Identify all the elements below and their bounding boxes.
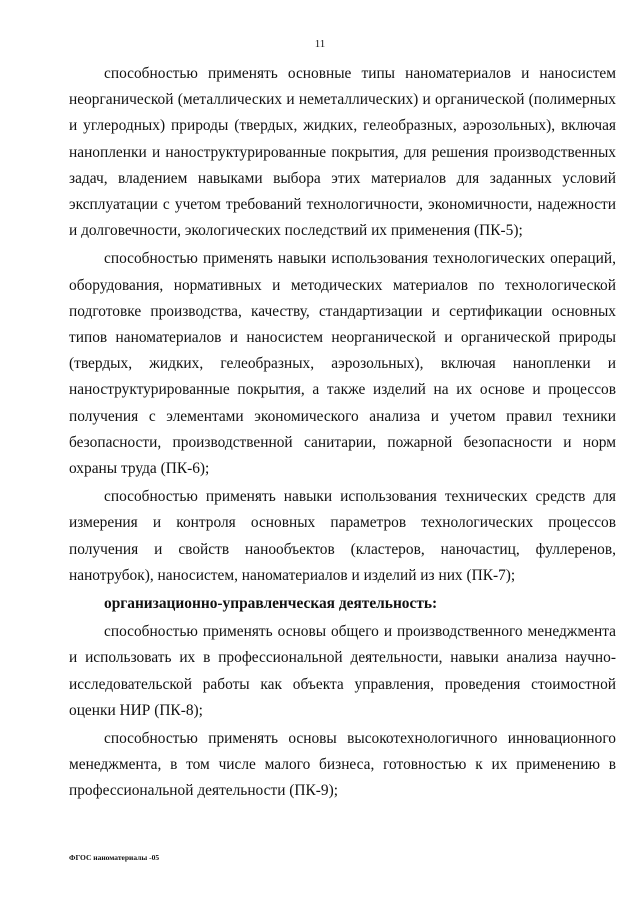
paragraph-pk7: способностью применять навыки использования технических средств для измерения и контроля основных параметров технологических процессов получения и свойств нанообъектов (кластеров, наночастиц, фуллеренов, нанотрубок), наносистем, наноматериалов и изделий из них (ПК-7);	[69, 488, 616, 584]
paragraph-pk9: способностью применять основы высокотехнологичного инновационного менеджмента, в том числе малого бизнеса, готовностью к их применению в профессиональной деятельности (ПК-9);	[69, 730, 616, 800]
document-body	[69, 61, 616, 805]
paragraph-pk8: способностью применять основы общего и производственного менеджмента и использовать их в профессиональной деятельности, навыки анализа научно-исследовательской работы как объекта управления, проведения стоимостной оценки НИР (ПК-8);	[69, 623, 616, 719]
paragraph-pk5: способностью применять основные типы наноматериалов и наносистем неорганической (металлических и неметаллических) и органической (полимерных и углеродных) природы (твердых, жидких, гелеобразных, аэрозольных), включая нанопленки и наноструктурированные покрытия, для решения производственных задач, владением навыками выбора этих материалов для заданных условий эксплуатации с учетом требований технологичности, экономичности, надежности и долговечности, экологических последствий их применения (ПК-5);	[69, 65, 616, 240]
section-heading: организационно-управленческая деятельность:	[104, 595, 438, 613]
page-footer: ФГОС наноматериалы -05	[69, 853, 160, 862]
paragraph-pk6: способностью применять навыки использования технологических операций, оборудования, нормативных и методических материалов по технологической подготовке производства, качеству, стандартизации и сертификации основных типов наноматериалов и наносистем неорганической и органической природы (твердых, жидких, гелеобразных, аэрозольных), включая нанопленки и наноструктурированные покрытия, а также изделий на их основе и процессов получения с элементами экономического анализа и учетом правил техники безопасности, производственной санитарии, пожарной безопасности и норм охраны труда (ПК-6);	[69, 250, 616, 478]
page-number: 11	[314, 38, 326, 50]
